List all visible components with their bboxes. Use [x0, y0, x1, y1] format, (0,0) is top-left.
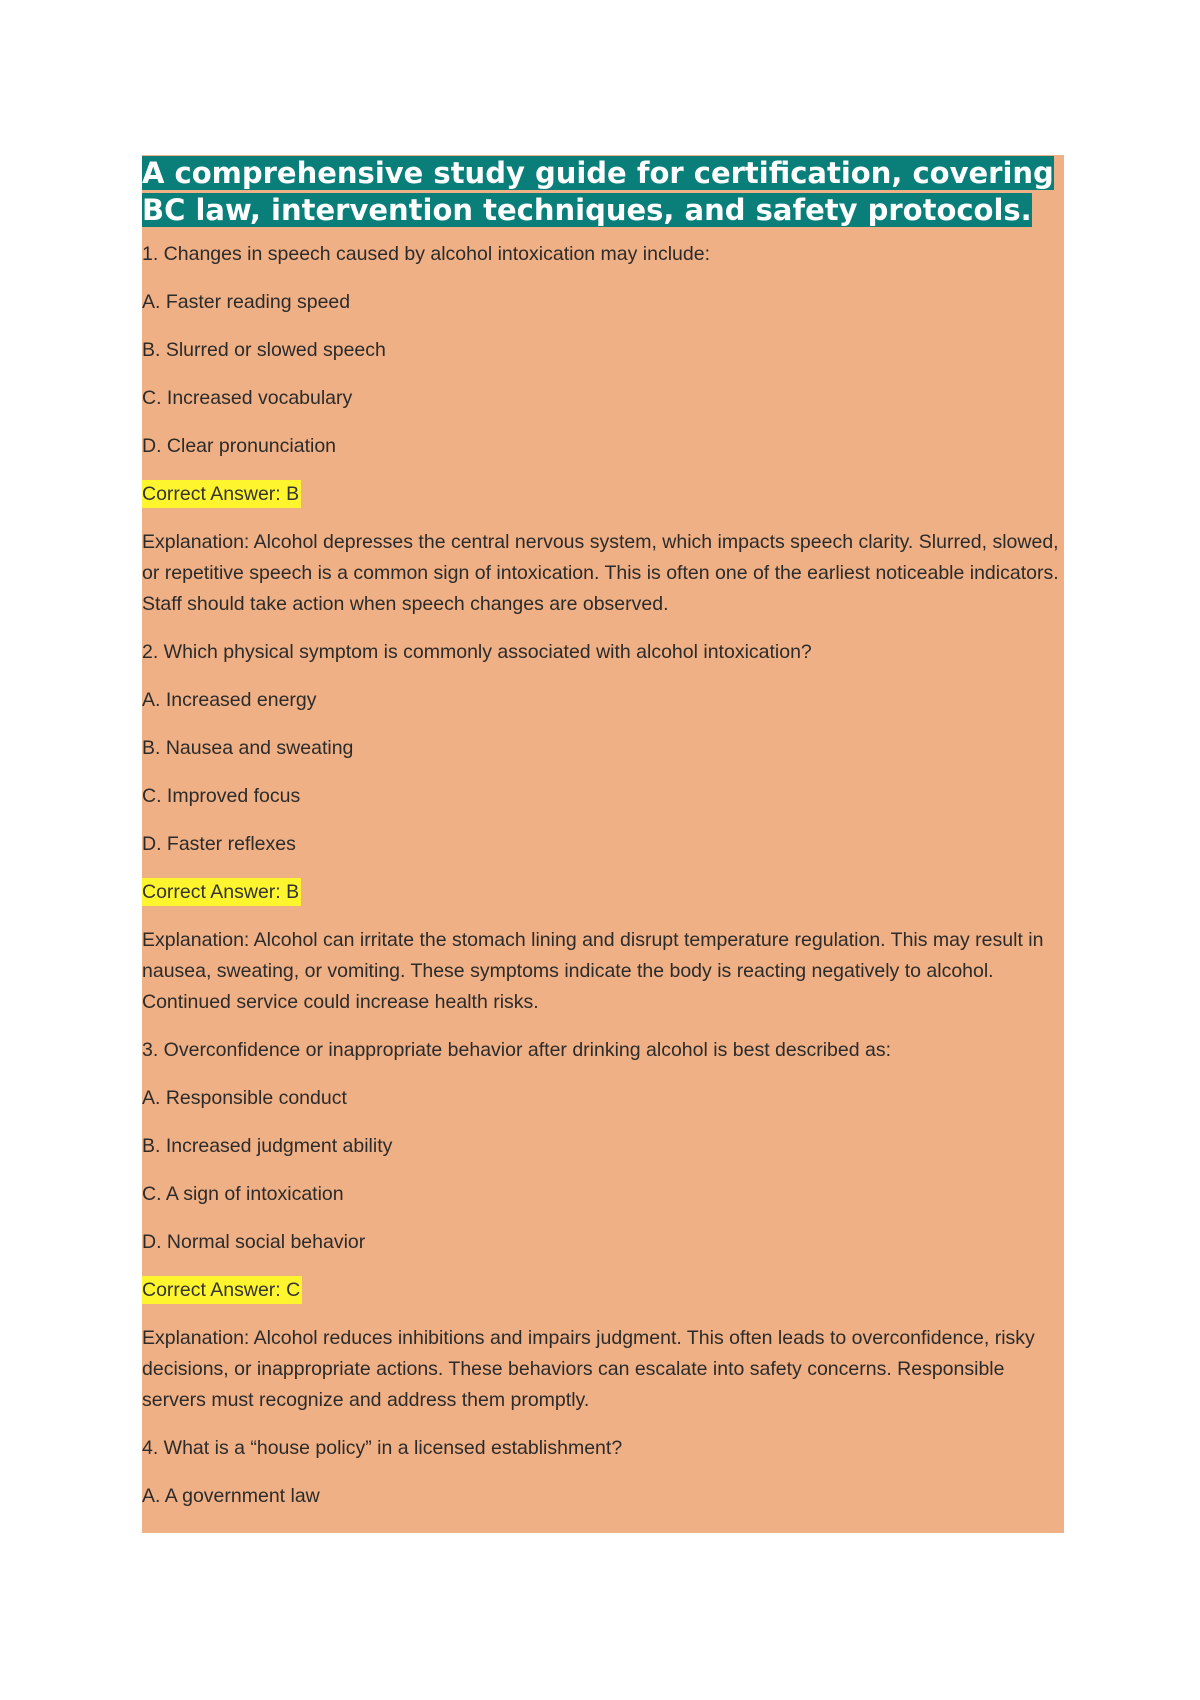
option-d: D. Clear pronunciation [142, 435, 337, 457]
correct-answer: Correct Answer: B [142, 480, 301, 508]
question-block [142, 1035, 1064, 1433]
explanation-text: Explanation: Alcohol can irritate the stomach lining and disrupt temperature regulation. This may result in nausea, sweating, or vomiting. These symptoms indicate the body is reacting negatively to alcohol. Continued service could increase health risks. [142, 929, 1044, 1013]
option-a: A. Increased energy [142, 689, 317, 711]
question-block [142, 239, 1064, 637]
question-text: 1. Changes in speech caused by alcohol intoxication may include: [142, 243, 711, 265]
title-text: A comprehensive study guide for certification, covering BC law, intervention techniques, and safety protocols. [142, 156, 1054, 227]
option-a: A. Responsible conduct [142, 1087, 347, 1109]
option-a: A. Faster reading speed [142, 291, 351, 313]
option-c: C. A sign of intoxication [142, 1183, 344, 1205]
correct-answer: Correct Answer: B [142, 878, 301, 906]
explanation-text: Explanation: Alcohol depresses the central nervous system, which impacts speech clarity. Slurred, slowed, or repetitive speech is a common sign of intoxication. This is often one of the earliest noticeable indicators. Staff should take action when speech changes are observed. [142, 531, 1059, 615]
question-text: 4. What is a “house policy” in a licensed establishment? [142, 1437, 623, 1459]
option-c: C. Increased vocabulary [142, 387, 353, 409]
question-text: 3. Overconfidence or inappropriate behavior after drinking alcohol is best described as: [142, 1039, 892, 1061]
option-a: A. A government law [142, 1485, 320, 1507]
document-page [142, 155, 1064, 1533]
explanation-text: Explanation: Alcohol reduces inhibitions and impairs judgment. This often leads to overconfidence, risky decisions, or inappropriate actions. These behaviors can escalate into safety concerns. Responsible servers must recognize and address them promptly. [142, 1327, 1035, 1411]
page-title [142, 155, 1064, 229]
option-d: D. Normal social behavior [142, 1231, 366, 1253]
correct-answer: Correct Answer: C [142, 1276, 302, 1304]
question-text: 2. Which physical symptom is commonly associated with alcohol intoxication? [142, 641, 812, 663]
option-b: B. Nausea and sweating [142, 737, 354, 759]
option-b: B. Increased judgment ability [142, 1135, 393, 1157]
option-c: C. Improved focus [142, 785, 301, 807]
option-d: D. Faster reflexes [142, 833, 296, 855]
option-b: B. Slurred or slowed speech [142, 339, 386, 361]
question-block [142, 637, 1064, 1035]
question-list [142, 229, 1064, 1512]
question-block [142, 1433, 1064, 1512]
